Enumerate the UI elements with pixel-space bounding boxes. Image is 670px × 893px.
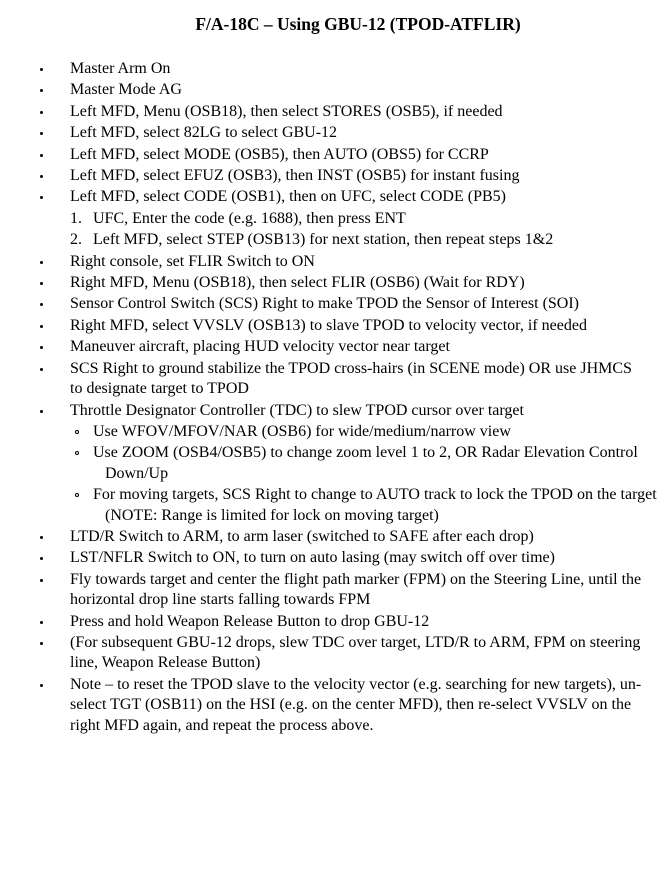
checklist-item — [0, 612, 642, 632]
checklist-item — [0, 548, 642, 568]
list-item-text: Right console, set FLIR Switch to ON — [70, 252, 315, 270]
bullet-icon — [40, 111, 43, 114]
checklist-item — [0, 675, 642, 736]
bullet-icon — [40, 621, 43, 624]
list-item-text: Master Arm On — [70, 60, 171, 77]
list-item-text: Throttle Designator Controller (TDC) to slew TPOD cursor over target — [70, 401, 524, 419]
checklist-item — [0, 80, 642, 100]
checklist-item — [0, 187, 642, 207]
checklist-item — [0, 102, 642, 122]
checklist-item — [0, 273, 642, 293]
bullet-icon — [40, 325, 43, 328]
list-item-text: UFC, Enter the code (e.g. 1688), then press ENT — [93, 209, 406, 227]
circle-bullet-icon — [75, 451, 79, 455]
step-number: 2. — [70, 231, 82, 249]
list-item-text: Left MFD, select 82LG to select GBU-12 — [70, 124, 338, 142]
numbered-step-item — [0, 230, 642, 250]
checklist-item — [0, 570, 642, 611]
sub-checklist-item — [0, 443, 660, 484]
circle-bullet-icon — [75, 493, 79, 497]
bullet-icon — [40, 261, 43, 264]
checklist-item — [0, 527, 642, 547]
checklist-item — [0, 145, 642, 165]
list-item-text: Use ZOOM (OSB4/OSB5) to change zoom level 1 to 2, OR Radar Elevation Control Down/Up — [93, 444, 638, 482]
checklist-item — [0, 123, 642, 143]
sub-checklist-item — [0, 422, 660, 442]
bullet-icon — [40, 557, 43, 560]
list-item-text: Use WFOV/MFOV/NAR (OSB6) for wide/medium/narrow view — [93, 422, 511, 440]
checklist-item — [0, 166, 642, 186]
sub-checklist-item — [0, 485, 660, 526]
checklist-item — [0, 294, 642, 314]
list-item-text: SCS Right to ground stabilize the TPOD cross-hairs (in SCENE mode) OR use JHMCS to designate target to TPOD — [70, 359, 632, 398]
bullet-icon — [40, 175, 43, 178]
checklist-item — [0, 337, 642, 357]
list-item-text: Right MFD, Menu (OSB18), then select FLIR (OSB6) (Wait for RDY) — [70, 274, 525, 292]
list-item-text: Fly towards target and center the flight path marker (FPM) on the Steering Line, until the horizontal drop line starts falling towards FPM — [70, 570, 642, 609]
bullet-icon — [40, 68, 43, 71]
list-item-text: LTD/R Switch to ARM, to arm laser (switched to SAFE after each drop) — [70, 527, 534, 545]
bullet-icon — [40, 684, 43, 687]
bullet-icon — [40, 579, 43, 582]
list-item-text: Left MFD, select CODE (OSB1), then on UFC, select CODE (PB5) — [70, 188, 506, 206]
bullet-icon — [40, 346, 43, 349]
checklist-item — [0, 633, 642, 674]
list-item-text: Left MFD, Menu (OSB18), then select STORES (OSB5), if needed — [70, 102, 503, 120]
list-item-text: Press and hold Weapon Release Button to drop GBU-12 — [70, 612, 430, 630]
bullet-icon — [40, 154, 43, 157]
circle-bullet-icon — [75, 430, 79, 434]
bullet-icon — [40, 196, 43, 199]
list-item-text: Sensor Control Switch (SCS) Right to make TPOD the Sensor of Interest (SOI) — [70, 295, 580, 313]
bullet-icon — [40, 368, 43, 371]
bullet-icon — [40, 89, 43, 92]
bullet-icon — [40, 282, 43, 285]
step-number: 1. — [70, 209, 82, 227]
list-item-text: LST/NFLR Switch to ON, to turn on auto lasing (may switch off over time) — [70, 549, 555, 567]
bullet-icon — [40, 303, 43, 306]
bullet-icon — [40, 536, 43, 539]
checklist-item — [0, 401, 642, 421]
list-item-text: Left MFD, select MODE (OSB5), then AUTO (OBS5) for CCRP — [70, 145, 489, 163]
bullet-icon — [40, 132, 43, 135]
checklist-item — [0, 359, 642, 400]
bullet-icon — [40, 410, 43, 413]
checklist-item — [0, 316, 642, 336]
list-item-text: Right MFD, select VVSLV (OSB13) to slave TPOD to velocity vector, if needed — [70, 316, 587, 334]
checklist-item — [0, 252, 642, 272]
bullet-icon — [40, 642, 43, 645]
list-item-text: (For subsequent GBU-12 drops, slew TDC over target, LTD/R to ARM, FPM on steering line, Weapon Release Button) — [70, 633, 641, 672]
page-title: F/A-18C – Using GBU-12 (TPOD-ATFLIR) — [195, 14, 521, 34]
list-item-text: Master Mode AG — [70, 81, 182, 99]
checklist — [0, 59, 670, 736]
numbered-step-item — [0, 209, 642, 229]
list-item-text: Maneuver aircraft, placing HUD velocity vector near target — [70, 338, 450, 356]
checklist-item — [0, 59, 642, 79]
list-item-text: Left MFD, select STEP (OSB13) for next station, then repeat steps 1&2 — [93, 231, 554, 249]
list-item-text: For moving targets, SCS Right to change to AUTO track to lock the TPOD on the target (NOTE: Range is limited for lock on moving target) — [93, 486, 657, 524]
list-item-text: Note – to reset the TPOD slave to the velocity vector (e.g. searching for new targets), un-select TGT (OSB11) on the HSI (e.g. on the center MFD), then re-select VVSLV on the right MFD again, and repeat the process above. — [70, 675, 642, 734]
list-item-text: Left MFD, select EFUZ (OSB3), then INST (OSB5) for instant fusing — [70, 167, 520, 185]
